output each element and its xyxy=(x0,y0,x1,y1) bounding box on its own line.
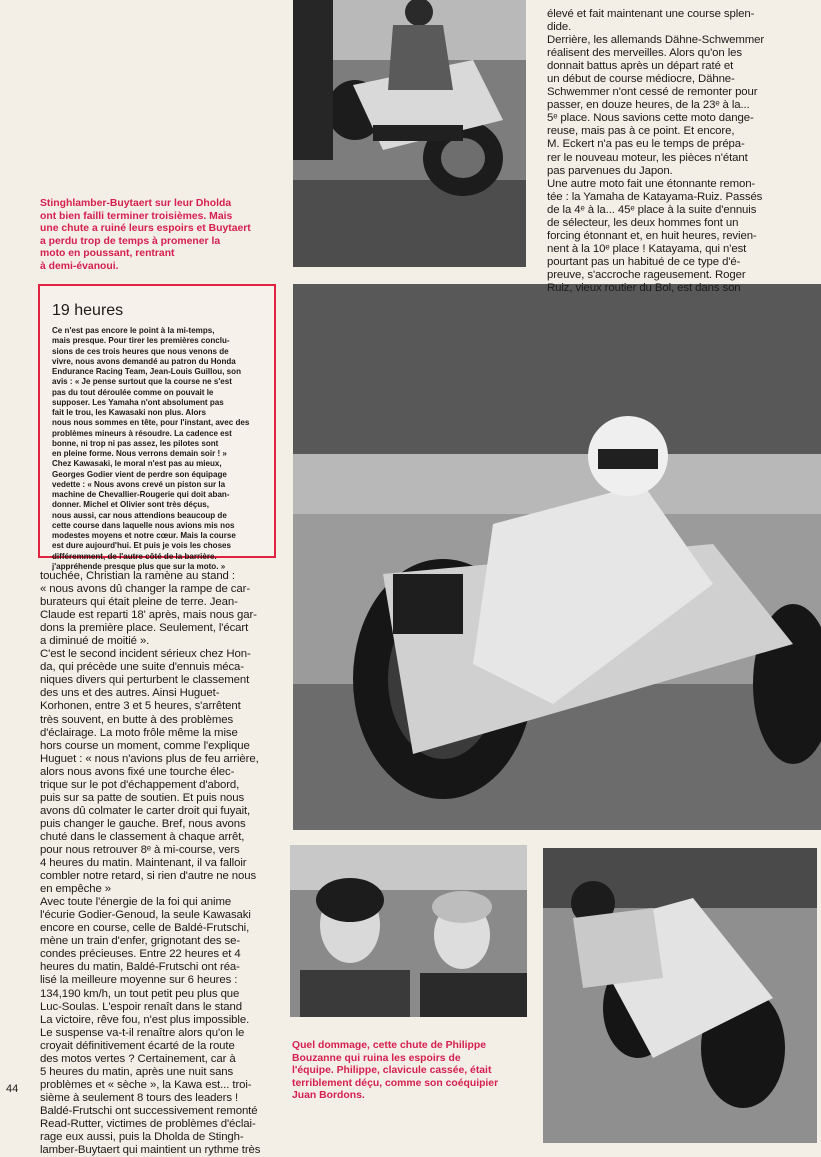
sidebar-title: 19 heures xyxy=(52,302,124,319)
photo-rider-35 xyxy=(293,284,821,830)
caption-bottom-center: Quel dommage, cette chute de Philippe Bouzanne qui ruina les espoirs de l'équipe. Philippe, clavicule cassée, était terriblement déçu, comme son coéquipier Juan Bordons. xyxy=(292,1040,499,1102)
photo-total-bike xyxy=(543,848,817,1143)
article-column-right-top: élevé et fait maintenant une course splen- dide. Derrière, les allemands Dähne-Schwemmer réalisent des merveilles. Alors qu'on les donnait battus après un départ raté et un début de course médiocre, Dähne- Schwemmer n'ont cessé de remonter pour passer, en douze heures, de la 23ᵉ à la... 5ᵉ place. Nous savions cette moto dange- reuse, mais pas à ce point. Et encore, M. Eckert n'a pas eu le temps de prépa- rer le nouveau moteur, les pièces n'étant pas parvenues du Japon. Une autre moto fait une étonnante remon- tée : la Yamaha de Katayama-Ruiz. Passés de la 4ᵉ à la... 45ᵉ place à la suite d'ennuis de sélecteur, les deux hommes font un forcing étonnant et, en huit heures, revien- nent à la 10ᵉ place ! Katayama, qui n'est pourtant pas un habitué de ce type d'é- preuve, s'accroche rageusement. Roger Ruiz, vieux routier du Bol, est dans son xyxy=(547,8,765,294)
page-number: 44 xyxy=(6,1083,19,1095)
article-column-left-main: touchée, Christian la ramène au stand : « nous avons dû changer la rampe de car- burateurs qui était pleine de terre. Jean- Claude est reparti 18' après, mais nous gar- dons la première place. Seulement, l'écart a diminué de moitié ». C'est le second incident sérieux chez Hon- da, qui précède une suite d'ennuis méca- niques divers qui perturbent le classement des uns et des autres. Ainsi Huguet- Korhonen, entre 3 et 5 heures, s'arrêtent très souvent, en butte à des problèmes d'éclairage. La moto frôle même la mise hors course un moment, comme l'explique Huguet : « nous n'avions plus de feu arrière, alors nous avons fixé une tourche élec- trique sur le pot d'échappement d'abord, puis sur sa patte de soutien. Et puis nous avons dû colmater le carter droit qui fuyait, puis changer le gauche. Bref, nous avons chuté dans le classement à chaque arrêt, pour nous retrouver 8ᵉ à mi-course, vers 4 heures du matin. Maintenant, il va falloir combler notre retard, si rien d'autre ne nous en empêche » Avec toute l'énergie de la foi qui anime l'écurie Godier-Genoud, la seule Kawasaki encore en course, celle de Baldé-Frutschi, mène un train d'enfer, grignotant des se- condes précieuses. Entre 22 heures et 4 heures du matin, Baldé-Frutschi ont réa- lisé la meilleure moyenne sur 6 heures : 134,190 km/h, un tout petit peu plus que Luc-Soulas. L'espoir renaît dans le stand La victoire, rêve fou, n'est plus impossible. Le suspense va-t-il renaître alors qu'on le croyait définitivement écarté de la route des motos vertes ? Certainement, car à 5 heures du matin, après une nuit sans problèmes et « sèche », la Kawa est... troi- sième à seulement 8 tours des leaders ! Baldé-Frutschi ont successivement remonté Read-Rutter, victimes de problèmes d'éclai- rage eux aussi, puis la Dholda de Stingh- lamber-Buytaert qui maintient un rythme très xyxy=(40,570,261,1157)
photo-two-riders xyxy=(290,845,527,1017)
sidebar-body: Ce n'est pas encore le point à la mi-temps, mais presque. Pour tirer les premières conclu- sions de ces trois heures que nous venons de vivre, nous avons demandé au patron du Honda Endurance Racing Team, Jean-Louis Guillou, son avis : « Je pense surtout que la course ne s'est pas du tout déroulée comme on pouvait le supposer. Les Yamaha n'ont absolument pas fait le trou, les Kawasaki non plus. Alors nous nous sommes en tête, pour l'instant, avec des problèmes mineurs à résoudre. La cadence est bonne, ni trop ni pas assez, les pilotes sont en pleine forme. Nous verrons demain soir ! » Chez Kawasaki, le moral n'est pas au mieux, Georges Godier vient de perdre son équipage vedette : « Nous avons crevé un piston sur la machine de Chevallier-Rougerie qui doit aban- donner. Michel et Olivier sont très déçus, nous aussi, car nous attendions beaucoup de cette course dans laquelle nous avions mis nos modestes moyens et notre cœur. Mais la course est dure aujourd'hui. Et puis je vois les choses différemment, de l'autre côté de la barrière. j'appréhende presque plus que sur la moto. » xyxy=(52,326,250,571)
sidebar-box xyxy=(38,284,276,571)
caption-top-left: Stinghlamber-Buytaert sur leur Dholda ont bien failli terminer troisièmes. Mais une chute a ruiné leurs espoirs et Buytaert a perdu trop de temps à promener la moto en poussant, rentrant à demi-évanoui. xyxy=(40,198,251,272)
photo-dholda-bike xyxy=(293,0,526,267)
